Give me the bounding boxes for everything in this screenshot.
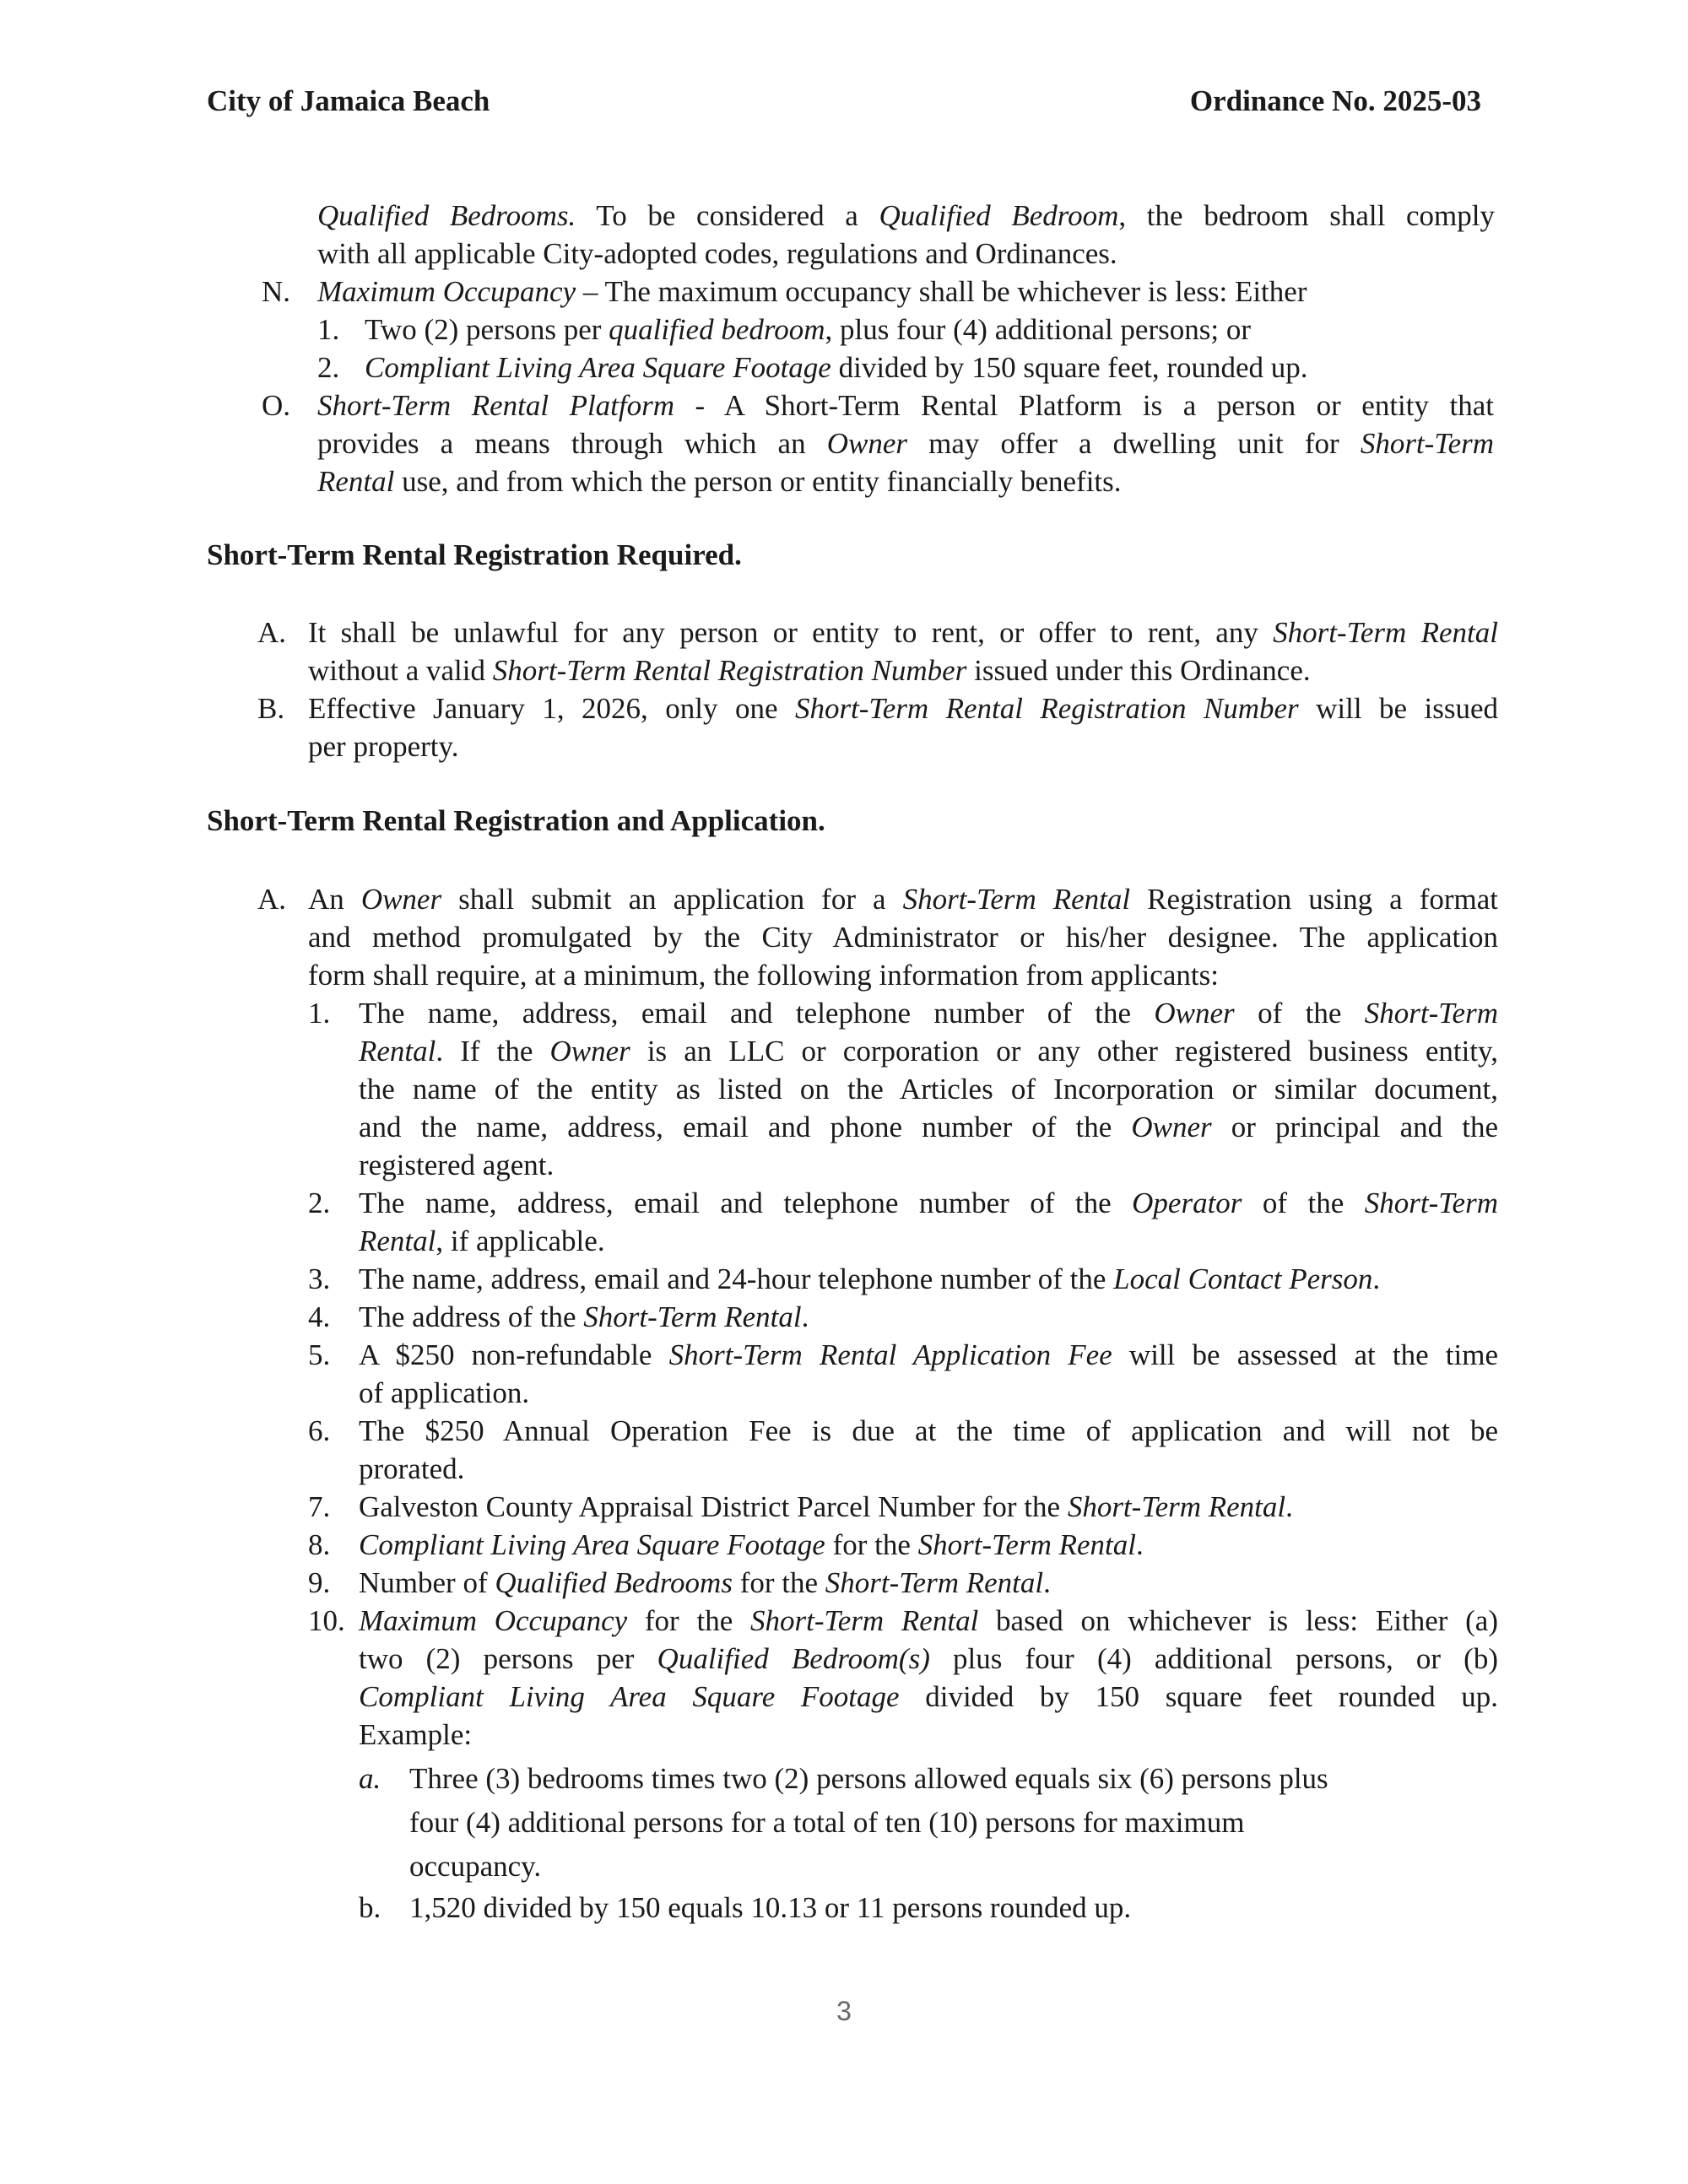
city-name: City of Jamaica Beach xyxy=(207,84,490,117)
section-heading-registration-application: Short-Term Rental Registration and Application. xyxy=(207,804,825,837)
section-heading-registration-required: Short-Term Rental Registration Required. xyxy=(207,538,742,571)
page-header xyxy=(207,84,1481,118)
page-number: 3 xyxy=(836,1996,852,2026)
ordinance-number: Ordinance No. 2025-03 xyxy=(1189,84,1481,117)
definition-m-continued: Qualified Bedrooms. To be considered a Qualified Bedroom, the bedroom shall comply with all applicable City-adopted codes, regulations and Ordinances. xyxy=(317,199,1495,270)
document-page: City of Jamaica Beach Ordinance No. 2025-03 Qualified Bedrooms. To be considered a Qualified Bedroom, the bedroom shall comply with all applicable City-adopted codes, regulations and Ordinances. N. Maximum Occupancy – The maximum occupancy shall be whichever is less: Either 1. Two (2) persons per qualified bedroom, plus four (4) additional persons; or 2. Compliant Living Area Square Footage divided by 150 square feet, rounded up. O. Short-Term Rental Platform - A Short-Term Rental Platform is a person or entity that provides a means through which an Owner may offer a dwelling unit for Short-Term Rental use, and from which the person or entity financially benefits. Short-Term Rental Registration Required. A. It shall be unlawful for any person or entity to rent, or offer to rent, any Short-Term Rental without a valid Short-Term Rental Registration Number issued under this Ordinance. B. Effective January 1, 2026, only one Short-Term Rental Registration Number will be issued per property. Short-Term Rental Registration and Application. A. An Owner shall submit an application for a Short-Term Rental Registration using a format and method promulgated by the City Administrator or his/her designee. The application form shall require, at a minimum, the following information from applicants: 1. The name, address, email and telephone number of the Owner of the Short-Term Rental. If the Owner is an LLC or corporation or any other registered business entity, the name of the entity as listed on the Articles of Incorporation or similar document, and the name, address, email and phone number of the Owner or principal and the registered agent. 2. The name, address, email and telephone number of the Operator of the Short-Term Rental, if applicable. 3. The name, address, email and 24-hour telephone number of the Local Contact Person. 4. The address of the Short-Term Rental. 5. A $250 non-refundable Short-Term Rental Application Fee will be assessed at the time of application. 6. The $250 Annual Operation Fee is due at the time of application and will not be prorated. 7. Galveston County Appraisal District Parcel Number for the Short-Term Rental. 8. Compliant Living Area Square Footage for the Short-Term Rental. 9. Number of Qualified Bedrooms for the Short-Term Rental. 10. Maximum Occupancy for the Short-Term Rental based on whichever is less: Either (a) two (2) persons per Qualified Bedroom(s) plus four (4) additional persons, or (b) Compliant Living Area Square Footage divided by 150 square feet rounded up. Example: a. Three (3) bedrooms times two (2) persons allowed equals six (6) persons plus four (4) additional persons for a total of ten (10) persons for maximum occupancy. b. 1,520 divided by 150 equals 10.13 or 11 persons rounded up. 3 xyxy=(0,0,1688,2184)
